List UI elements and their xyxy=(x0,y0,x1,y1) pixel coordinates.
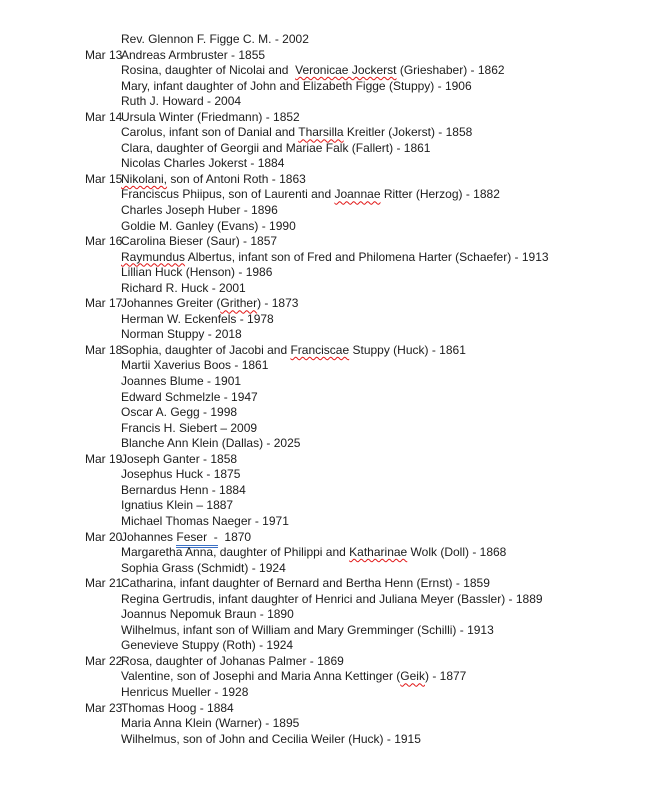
entry-text xyxy=(121,281,651,297)
date-label xyxy=(85,685,121,701)
entry-text-segment: Rev. Glennon F. Figge C. M. - 2002 xyxy=(121,32,309,46)
entry-text-segment: Rosa, daughter of Johanas Palmer - 1869 xyxy=(121,653,344,668)
entry-line xyxy=(85,125,651,141)
entry-text-segment: Franciscus Phiipus, son of Laurenti and xyxy=(121,187,335,202)
spellcheck-marked-text: Geik xyxy=(400,669,425,684)
entry-text xyxy=(121,141,651,157)
entry-line xyxy=(85,669,651,685)
day-first-line xyxy=(85,576,651,592)
entry-line xyxy=(85,592,651,608)
date-label xyxy=(85,358,121,374)
entry-text xyxy=(121,125,651,141)
date-label xyxy=(85,405,121,421)
entry-text xyxy=(121,203,651,219)
date-label xyxy=(85,281,121,297)
entry-text-segment: Oscar A. Gegg - 1998 xyxy=(121,405,238,420)
day-first-line xyxy=(85,48,651,64)
entry-line xyxy=(85,219,651,235)
entry-text xyxy=(121,110,651,126)
entry-text xyxy=(121,607,651,623)
entry-text xyxy=(121,343,651,359)
entry-line xyxy=(85,467,651,483)
day-first-line xyxy=(85,654,651,670)
date-label xyxy=(85,436,121,452)
entry-text-segment: Goldie M. Ganley (Evans) - 1990 xyxy=(121,218,296,233)
date-label xyxy=(85,250,121,266)
entry-line xyxy=(85,187,651,203)
entry-text xyxy=(121,716,651,732)
date-label: Mar 16 xyxy=(85,234,123,249)
entry-text-segment: Thomas Hoog - 1884 xyxy=(121,700,234,715)
entry-text xyxy=(121,638,651,654)
entry-text xyxy=(121,32,651,48)
spellcheck-marked-text: Raymundus xyxy=(121,249,186,264)
date-label xyxy=(85,94,121,110)
entry-text-segment: Valentine, son of Josephi and Maria Anna Kettinger ( xyxy=(121,669,401,684)
date-label xyxy=(85,607,121,623)
entry-line xyxy=(85,141,651,157)
date-label xyxy=(85,514,121,530)
entry-text-segment: Richard R. Huck - 2001 xyxy=(121,280,246,295)
entry-line xyxy=(85,63,651,79)
entry-text-segment: Rosina, daughter of Nicolai and xyxy=(121,63,296,78)
spellcheck-marked-text: Veronicae Jockerst xyxy=(295,63,397,78)
date-label xyxy=(85,716,121,732)
grammar-marked-text: Feser - xyxy=(176,530,217,549)
entry-text-segment: Catharina, infant daughter of Bernard and Bertha Henn (Ernst) - 1859 xyxy=(121,576,490,591)
entry-text xyxy=(121,467,651,483)
date-label xyxy=(85,265,121,281)
date-label xyxy=(85,327,121,343)
entry-text-segment: Stuppy (Huck) - 1861 xyxy=(349,342,466,357)
date-label xyxy=(85,374,121,390)
entry-text xyxy=(121,358,651,374)
date-label xyxy=(85,79,121,95)
date-label: Mar 14 xyxy=(85,109,123,124)
entry-text-segment: Henricus Mueller - 1928 xyxy=(121,684,249,699)
entry-line xyxy=(85,32,651,48)
entry-line xyxy=(85,79,651,95)
date-label xyxy=(85,561,121,577)
entry-text-segment: Genevieve Stuppy (Roth) - 1924 xyxy=(121,638,294,653)
entry-text-segment: Joannus Nepomuk Braun - 1890 xyxy=(121,607,294,622)
entry-text-segment: Regina Gertrudis, infant daughter of Henrici and Juliana Meyer (Bassler) - 1889 xyxy=(121,591,543,606)
entry-text-segment: ) - 1877 xyxy=(424,669,467,684)
spellcheck-marked-text: Tharsilla xyxy=(298,125,344,140)
date-label xyxy=(85,141,121,157)
entry-text xyxy=(121,94,651,110)
day-first-line xyxy=(85,343,651,359)
date-label: Mar 19 xyxy=(85,451,123,466)
date-label: Mar 13 xyxy=(85,47,123,62)
entry-text xyxy=(121,592,651,608)
entry-line xyxy=(85,312,651,328)
entry-text xyxy=(121,685,651,701)
entry-text-segment: Maria Anna Klein (Warner) - 1895 xyxy=(121,716,300,731)
entry-text-segment: Blanche Ann Klein (Dallas) - 2025 xyxy=(121,436,301,451)
entry-text xyxy=(121,545,651,561)
entry-text-segment: Ignatius Klein – 1887 xyxy=(121,498,234,513)
entry-line xyxy=(85,716,651,732)
day-first-line xyxy=(85,452,651,468)
entry-text-segment: Ritter (Herzog) - 1882 xyxy=(380,187,500,202)
date-label xyxy=(85,421,121,437)
date-label xyxy=(85,312,121,328)
entry-text xyxy=(121,421,651,437)
entry-text-segment: 1870 xyxy=(217,529,252,544)
day-first-line xyxy=(85,234,651,250)
date-label xyxy=(85,483,121,499)
entry-text-segment: Bernardus Henn - 1884 xyxy=(121,482,246,497)
date-label xyxy=(85,187,121,203)
date-label xyxy=(85,467,121,483)
entry-text-segment: Johannes xyxy=(121,529,177,544)
entry-text xyxy=(121,187,651,203)
entry-text-segment: Mary, infant daughter of John and Elizabeth Figge (Stuppy) - 1906 xyxy=(121,78,472,93)
entry-text-segment: Nicolas Charles Jokerst - 1884 xyxy=(121,156,285,171)
entry-line xyxy=(85,156,651,172)
date-label xyxy=(85,156,121,172)
entry-text-segment: Martii Xaverius Boos - 1861 xyxy=(121,358,269,373)
entry-text-segment: Lillian Huck (Henson) - 1986 xyxy=(121,265,273,280)
entry-text xyxy=(121,405,651,421)
entry-text xyxy=(121,452,651,468)
entry-text xyxy=(121,312,651,328)
entry-text-segment: Johannes Greiter ( xyxy=(121,296,221,311)
entry-line xyxy=(85,390,651,406)
entry-text xyxy=(121,390,651,406)
date-label xyxy=(85,669,121,685)
entry-line xyxy=(85,436,651,452)
entry-line xyxy=(85,607,651,623)
date-label: Mar 22 xyxy=(85,653,123,668)
date-label xyxy=(85,623,121,639)
entry-text-segment: Margaretha Anna, daughter of Philippi and xyxy=(121,545,350,560)
entry-line xyxy=(85,358,651,374)
entry-line xyxy=(85,638,651,654)
entry-text xyxy=(121,63,651,79)
entry-line xyxy=(85,94,651,110)
entry-text xyxy=(121,514,651,530)
necrology-list xyxy=(85,32,651,747)
date-label xyxy=(85,32,121,48)
entry-text-segment: Clara, daughter of Georgii and Mariae Falk (Fallert) - 1861 xyxy=(121,140,431,155)
entry-line xyxy=(85,281,651,297)
date-label xyxy=(85,203,121,219)
entry-text-segment: Andreas Armbruster - 1855 xyxy=(121,47,266,62)
entry-line xyxy=(85,514,651,530)
entry-line xyxy=(85,498,651,514)
date-label xyxy=(85,219,121,235)
date-label: Mar 15 xyxy=(85,171,123,186)
entry-text-segment: Wilhelmus, infant son of William and Mary Gremminger (Schilli) - 1913 xyxy=(121,622,494,637)
day-first-line xyxy=(85,172,651,188)
entry-line xyxy=(85,203,651,219)
entry-text-segment: Francis H. Siebert – 2009 xyxy=(121,420,258,435)
entry-text-segment: Kreitler (Jokerst) - 1858 xyxy=(343,125,473,140)
spellcheck-marked-text: Nikolani, xyxy=(121,171,168,186)
entry-text xyxy=(121,483,651,499)
day-first-line xyxy=(85,701,651,717)
date-label xyxy=(85,390,121,406)
entry-text xyxy=(121,296,651,312)
spellcheck-marked-text: Joannae xyxy=(334,187,381,202)
entry-text-segment: Wilhelmus, son of John and Cecilia Weiler (Huck) - 1915 xyxy=(121,731,421,746)
date-label xyxy=(85,592,121,608)
date-label: Mar 20 xyxy=(85,529,123,544)
entry-text xyxy=(121,623,651,639)
date-label: Mar 18 xyxy=(85,342,123,357)
date-label xyxy=(85,732,121,748)
entry-text xyxy=(121,250,651,266)
document-page[interactable] xyxy=(85,32,651,747)
entry-text xyxy=(121,327,651,343)
entry-line xyxy=(85,561,651,577)
day-first-line xyxy=(85,296,651,312)
entry-text xyxy=(121,561,651,577)
entry-text xyxy=(121,654,651,670)
entry-text-segment: Norman Stuppy - 2018 xyxy=(121,327,242,342)
entry-line xyxy=(85,732,651,748)
entry-text xyxy=(121,219,651,235)
date-label xyxy=(85,63,121,79)
date-label xyxy=(85,125,121,141)
entry-text xyxy=(121,576,651,592)
entry-text xyxy=(121,530,651,546)
date-label xyxy=(85,638,121,654)
entry-text xyxy=(121,732,651,748)
date-label: Mar 23 xyxy=(85,700,123,715)
entry-line xyxy=(85,483,651,499)
entry-text-segment: Wolk (Doll) - 1868 xyxy=(407,545,507,560)
entry-text-segment: Herman W. Eckenfels - 1978 xyxy=(121,311,274,326)
entry-line xyxy=(85,685,651,701)
entry-line xyxy=(85,405,651,421)
date-label xyxy=(85,498,121,514)
entry-text xyxy=(121,172,651,188)
day-first-line xyxy=(85,530,651,546)
entry-text xyxy=(121,156,651,172)
entry-text xyxy=(121,701,651,717)
entry-text-segment: Ruth J. Howard - 2004 xyxy=(121,94,242,109)
entry-line xyxy=(85,421,651,437)
entry-text-segment: Sophia, daughter of Jacobi and xyxy=(121,342,291,357)
entry-line xyxy=(85,374,651,390)
spellcheck-marked-text: Franciscae xyxy=(290,342,350,357)
entry-text-segment: Joseph Ganter - 1858 xyxy=(121,451,238,466)
date-label: Mar 17 xyxy=(85,296,123,311)
entry-text-segment: (Grieshaber) - 1862 xyxy=(396,63,505,78)
entry-text-segment: Ursula Winter (Friedmann) - 1852 xyxy=(121,109,300,124)
entry-text-segment: Charles Joseph Huber - 1896 xyxy=(121,203,278,218)
entry-text-segment: son of Antoni Roth - 1863 xyxy=(167,171,306,186)
entry-text-segment: ) - 1873 xyxy=(257,296,299,311)
entry-text xyxy=(121,669,651,685)
entry-text xyxy=(121,48,651,64)
entry-text xyxy=(121,79,651,95)
entry-text xyxy=(121,265,651,281)
entry-text xyxy=(121,374,651,390)
entry-line xyxy=(85,327,651,343)
day-first-line xyxy=(85,110,651,126)
entry-line xyxy=(85,545,651,561)
entry-text-segment: Josephus Huck - 1875 xyxy=(121,467,241,482)
entry-text-segment: Carolus, infant son of Danial and xyxy=(121,125,299,140)
entry-text xyxy=(121,436,651,452)
entry-text-segment: Joannes Blume - 1901 xyxy=(121,374,242,389)
entry-text-segment: Edward Schmelzle - 1947 xyxy=(121,389,258,404)
entry-line xyxy=(85,265,651,281)
entry-line xyxy=(85,623,651,639)
spellcheck-marked-text: Grither xyxy=(220,296,258,311)
entry-text xyxy=(121,498,651,514)
entry-text-segment: Michael Thomas Naeger - 1971 xyxy=(121,513,289,528)
entry-text-segment: Carolina Bieser (Saur) - 1857 xyxy=(121,234,278,249)
date-label: Mar 21 xyxy=(85,576,123,591)
spellcheck-marked-text: Katharinae xyxy=(349,545,408,560)
entry-text-segment: Sophia Grass (Schmidt) - 1924 xyxy=(121,560,286,575)
entry-text xyxy=(121,234,651,250)
entry-line xyxy=(85,250,651,266)
date-label xyxy=(85,545,121,561)
entry-text-segment: Albertus, infant son of Fred and Philomena Harter (Schaefer) - 1913 xyxy=(185,249,549,264)
